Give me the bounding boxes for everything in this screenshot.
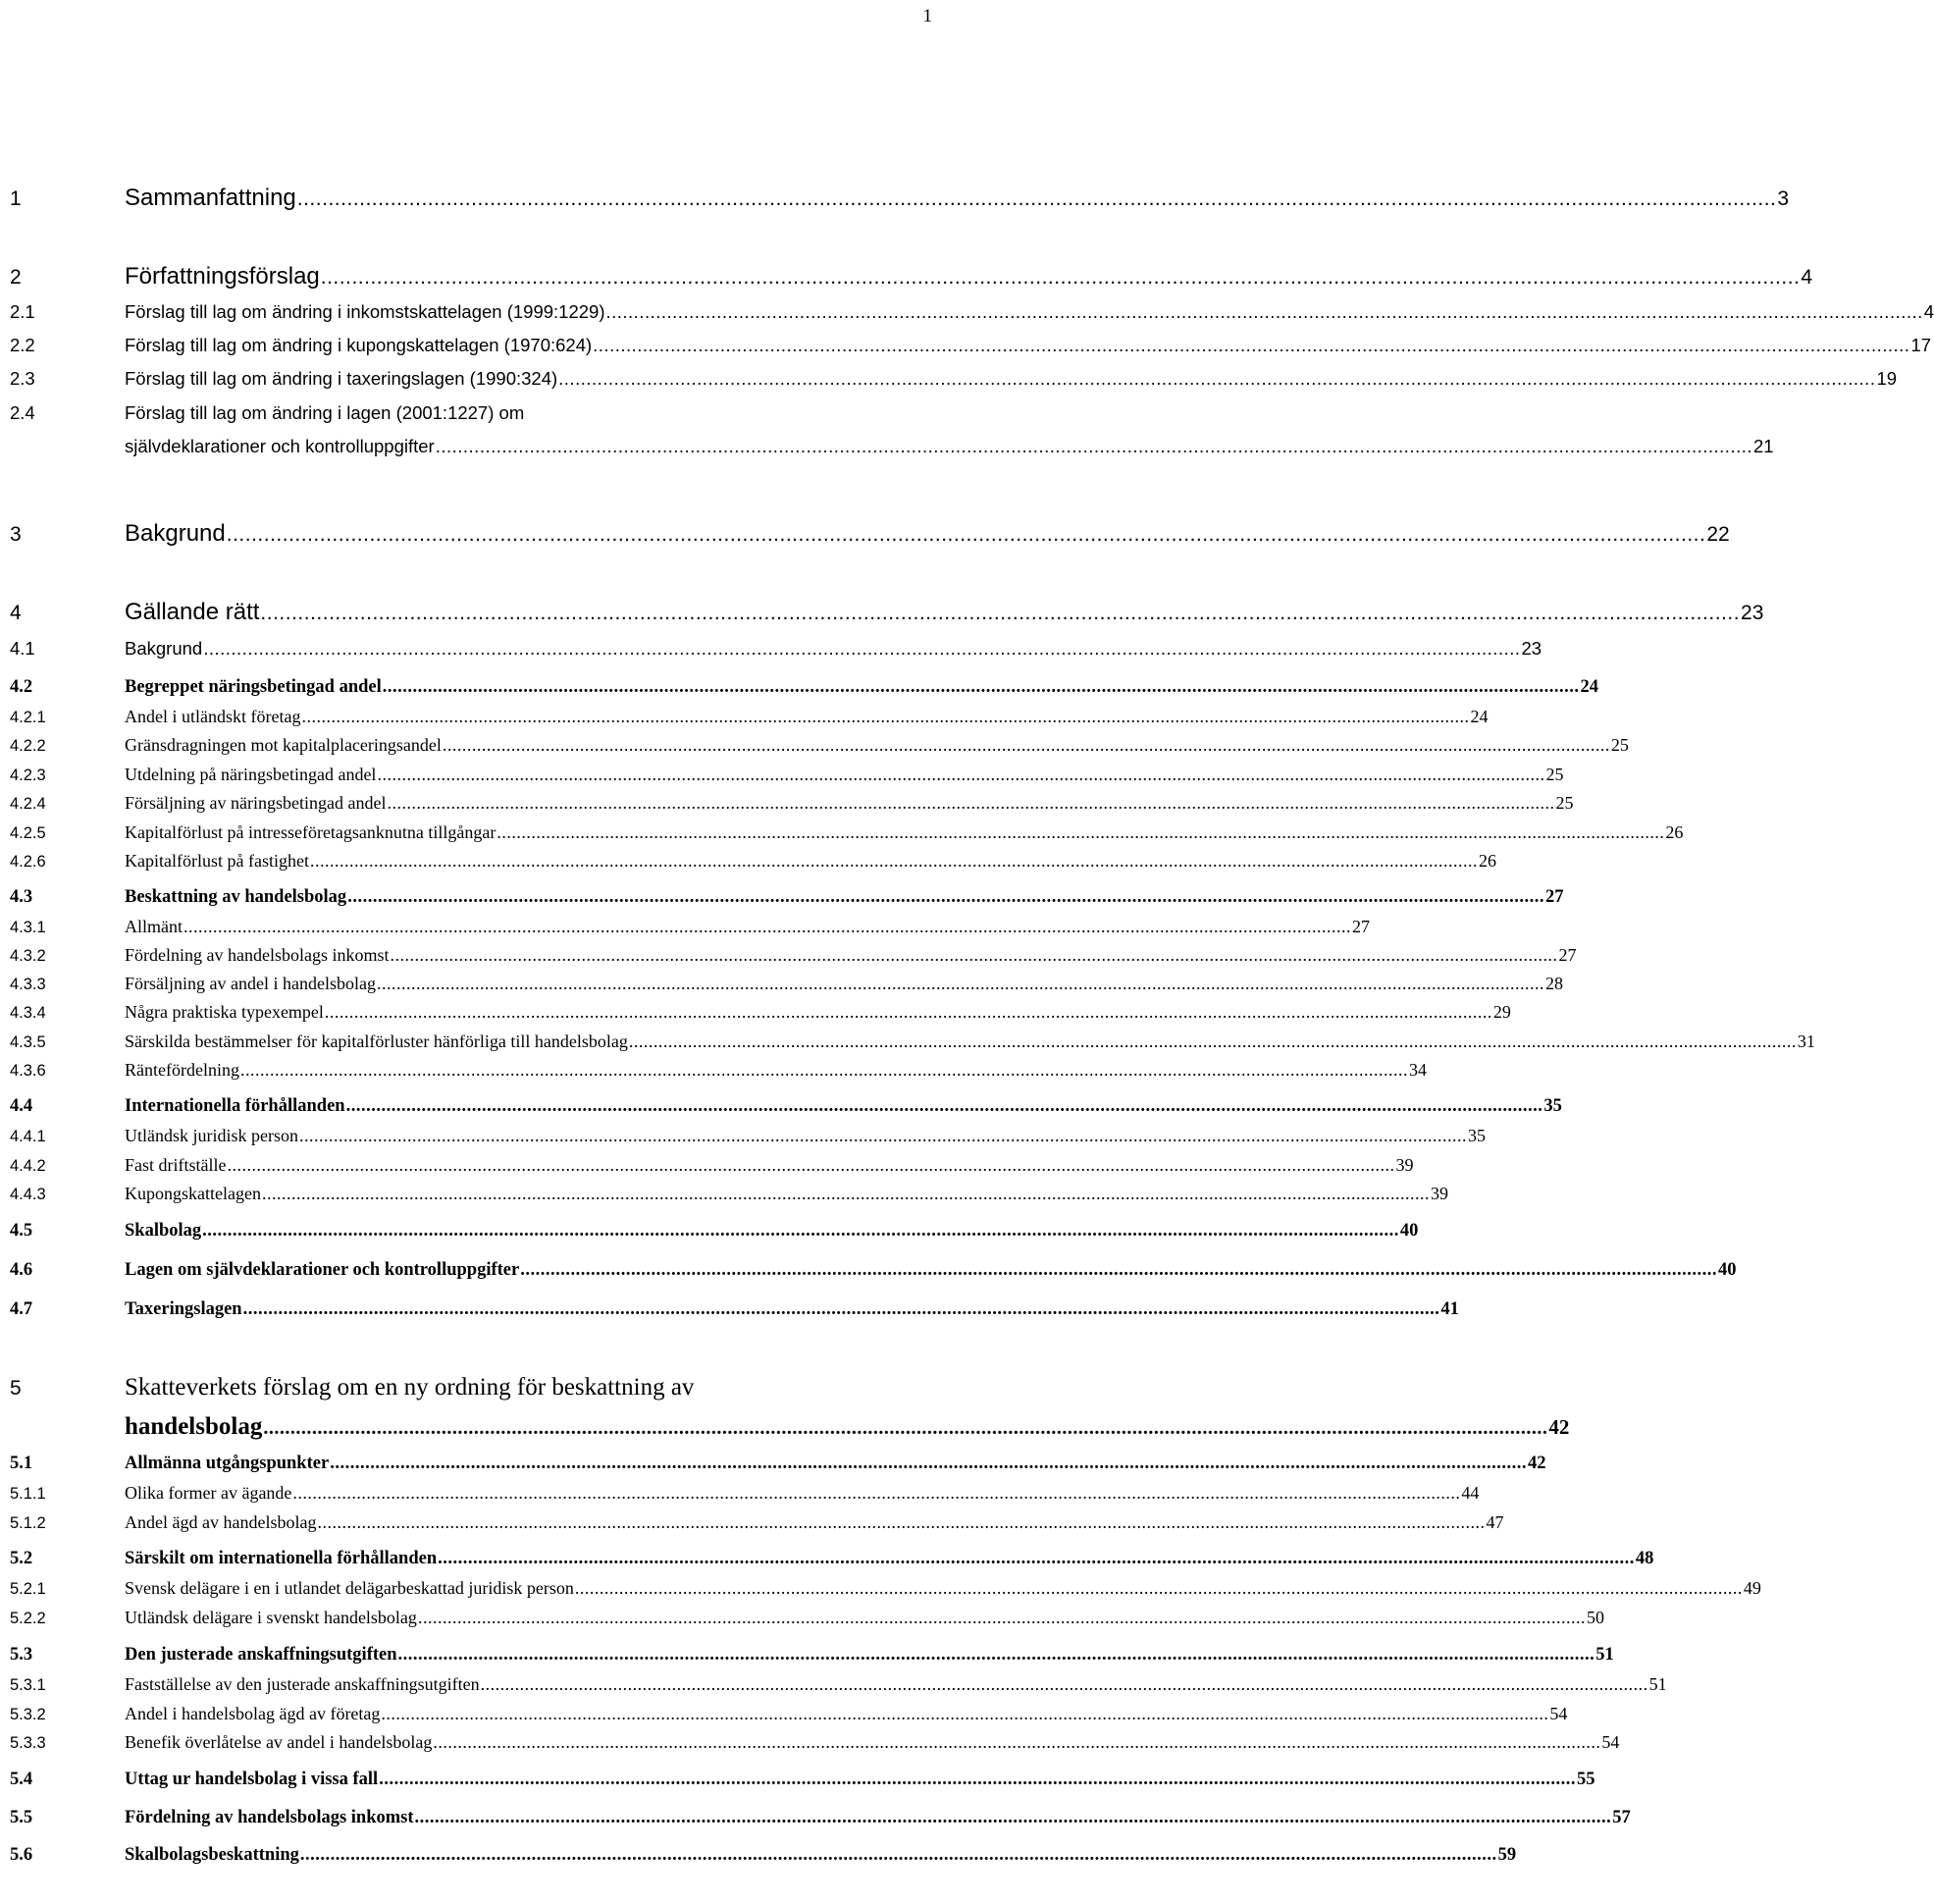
toc-leader-dots: [301, 707, 1469, 727]
page-number: 1: [922, 6, 932, 26]
toc-leader-dots: [243, 1299, 1440, 1320]
toc-title: Utdelning på näringsbetingad andel: [125, 765, 377, 784]
toc-page: 42: [1527, 1454, 1546, 1473]
toc-number: 4.2: [10, 677, 33, 697]
toc-leader-dots: [438, 1549, 1635, 1569]
toc-number: 4.3.1: [10, 919, 46, 936]
toc-number: 4.2.4: [10, 795, 46, 813]
toc-title: Förslag till lag om ändring i kupongskattelagen (1970:624): [125, 335, 593, 355]
toc-page: 17: [1910, 335, 1932, 355]
toc-page: 25: [1610, 735, 1629, 755]
toc-leader-dots: [575, 1578, 1743, 1599]
toc-page: 22: [1706, 523, 1730, 546]
toc-title: Internationella förhållanden: [125, 1096, 345, 1116]
toc-title-line2: självdeklarationer och kontrolluppgifter: [125, 436, 435, 456]
toc-leader-dots: [520, 1260, 1717, 1281]
toc-leader-dots: [325, 1002, 1492, 1023]
toc-title: Fastställelse av den justerade anskaffningsutgiften: [125, 1674, 480, 1694]
toc-page: 51: [1648, 1674, 1667, 1694]
toc-leader-dots: [203, 638, 1520, 660]
toc-page: 49: [1743, 1578, 1761, 1598]
toc-number: 4.4.3: [10, 1186, 46, 1203]
toc-leader-dots: [260, 602, 1740, 625]
toc-entry-5-3[interactable]: [10, 1645, 1614, 1666]
toc-leader-dots: [346, 1096, 1543, 1117]
toc-title: Särskilda bestämmelser för kapitalförluster hänförliga till handelsbolag: [125, 1031, 628, 1051]
toc-page: 34: [1408, 1060, 1427, 1080]
toc-leader-dots: [497, 822, 1664, 843]
toc-page: 28: [1544, 974, 1563, 993]
toc-entry-4-4[interactable]: [10, 1096, 1562, 1117]
toc-title: Förslag till lag om ändring i taxeringslagen (1990:324): [125, 368, 558, 389]
toc-number: 4.2.2: [10, 737, 46, 755]
toc-page: 21: [1753, 436, 1774, 456]
toc-number: 5.3.3: [10, 1734, 46, 1752]
toc-leader-dots: [300, 1845, 1497, 1866]
toc-title: Försäljning av näringsbetingad andel: [125, 793, 387, 813]
toc-page: 40: [1717, 1260, 1737, 1280]
toc-title: Särskilt om internationella förhållanden: [125, 1549, 438, 1568]
toc-page: 42: [1548, 1415, 1570, 1439]
toc-number: 1: [10, 187, 22, 210]
toc-page: 48: [1635, 1549, 1654, 1568]
toc-entry-4-3-4[interactable]: [10, 1002, 1511, 1023]
toc-entry-4-3-3[interactable]: [10, 974, 1563, 994]
toc-number: 4.6: [10, 1260, 33, 1280]
toc-entry-4-4-2[interactable]: [10, 1155, 1414, 1176]
toc-entry-3[interactable]: [10, 520, 1730, 548]
toc-page: 24: [1470, 707, 1489, 726]
toc-leader-dots: [433, 1732, 1600, 1753]
toc-leader-dots: [443, 735, 1610, 756]
toc-entry-5-2-1[interactable]: [10, 1578, 1761, 1599]
toc-title: Sammanfattning: [125, 185, 296, 211]
toc-number: 4.4.2: [10, 1157, 46, 1175]
toc-leader-dots: [263, 1417, 1547, 1440]
toc-entry-4-3-2[interactable]: [10, 945, 1577, 966]
toc-page: 59: [1497, 1845, 1517, 1865]
toc-title: Andel i handelsbolag ägd av företag: [125, 1704, 381, 1723]
toc-leader-dots: [183, 917, 1351, 937]
toc-title: Svensk delägare i en i utlandet delägarbeskattad juridisk person: [125, 1578, 574, 1598]
toc-leader-dots: [310, 851, 1478, 872]
toc-title: Andel ägd av handelsbolag: [125, 1512, 317, 1532]
toc-entry-5-continued[interactable]: [125, 1413, 1570, 1441]
toc-leader-dots: [383, 677, 1580, 698]
toc-page: 23: [1741, 602, 1764, 624]
toc-title: Beskattning av handelsbolag: [125, 887, 347, 907]
toc-page: 40: [1399, 1221, 1419, 1241]
toc-title: Kapitalförlust på fastighet: [125, 851, 309, 871]
toc-entry-2[interactable]: [10, 263, 1813, 291]
toc-page: 25: [1555, 793, 1574, 813]
toc-number: 4.3.4: [10, 1004, 46, 1022]
toc-number: 2: [10, 266, 22, 289]
toc-title-line1: Skatteverkets förslag om en ny ordning för beskattning av: [125, 1374, 695, 1401]
toc-entry-5-1-2[interactable]: [10, 1512, 1504, 1533]
toc-leader-dots: [593, 335, 1909, 356]
toc-number: 5.2.2: [10, 1610, 46, 1627]
toc-title: Skalbolagsbeskattning: [125, 1845, 299, 1865]
toc-page: 50: [1586, 1608, 1604, 1627]
toc-entry-4-5[interactable]: [10, 1221, 1419, 1242]
toc-leader-dots: [297, 187, 1777, 211]
toc-number: 5.1: [10, 1454, 33, 1473]
toc-number: 5: [10, 1377, 22, 1400]
toc-entry-5-5[interactable]: [10, 1808, 1631, 1828]
toc-leader-dots: [390, 945, 1557, 966]
toc-entry-5-3-1[interactable]: [10, 1674, 1667, 1695]
toc-number: 3: [10, 523, 22, 546]
toc-leader-dots: [379, 1770, 1576, 1790]
toc-number: 4.3.6: [10, 1062, 46, 1080]
toc-title: Benefik överlåtelse av andel i handelsbolag: [125, 1732, 433, 1752]
toc-title: Kapitalförlust på intresseföretagsanknutna tillgångar: [125, 822, 497, 842]
toc-title: Allmänt: [125, 917, 183, 936]
toc-number: 5.3.2: [10, 1706, 46, 1723]
toc-entry-4-3-5[interactable]: [10, 1031, 1815, 1052]
toc-leader-dots: [347, 887, 1544, 908]
toc-entry-4-3-1[interactable]: [10, 917, 1370, 937]
toc-number: 4.4.1: [10, 1128, 46, 1145]
toc-title: Bakgrund: [125, 520, 226, 547]
toc-leader-dots: [292, 1483, 1460, 1504]
toc-number: 4.2.1: [10, 709, 46, 726]
toc-title: Kupongskattelagen: [125, 1184, 261, 1203]
toc-leader-dots: [240, 1060, 1408, 1081]
toc-number: 5.4: [10, 1770, 33, 1789]
toc-title: Gällande rätt: [125, 599, 260, 625]
toc-page: 25: [1545, 765, 1564, 784]
toc-number: 4.3.2: [10, 947, 46, 965]
toc-entry-4-3[interactable]: [10, 887, 1564, 908]
toc-page: 51: [1595, 1645, 1614, 1665]
toc-number: 2.4: [10, 402, 35, 423]
toc-leader-dots: [377, 974, 1544, 994]
toc-entry-2-4-continued[interactable]: [125, 436, 1774, 457]
toc-title: Uttag ur handelsbolag i vissa fall: [125, 1770, 379, 1789]
toc-leader-dots: [605, 301, 1922, 323]
toc-leader-dots: [629, 1031, 1797, 1052]
toc-number: 4.2.3: [10, 767, 46, 784]
toc-leader-dots: [227, 1155, 1394, 1176]
toc-page: 31: [1797, 1031, 1815, 1051]
toc-page: 3: [1777, 187, 1790, 210]
toc-title: Författningsförslag: [125, 263, 320, 290]
toc-entry-4-2[interactable]: [10, 677, 1599, 698]
toc-number: 5.6: [10, 1845, 33, 1865]
toc-number: 2.2: [10, 335, 35, 355]
toc-page: 27: [1558, 945, 1577, 965]
toc-entry-5-1[interactable]: [10, 1454, 1546, 1474]
toc-title-line1: Förslag till lag om ändring i lagen (2001:1227) om: [125, 402, 525, 423]
toc-leader-dots: [321, 266, 1801, 290]
toc-page: 41: [1440, 1299, 1459, 1319]
toc-title: Andel i utländskt företag: [125, 707, 301, 726]
toc-number: 5.2.1: [10, 1580, 46, 1598]
toc-page: 23: [1521, 638, 1542, 659]
toc-number: 2.1: [10, 301, 35, 322]
toc-entry-4-1[interactable]: [10, 638, 1542, 660]
toc-page: 4: [1923, 301, 1934, 322]
toc-page: 19: [1876, 368, 1898, 389]
toc-number: 4.4: [10, 1096, 33, 1116]
toc-page: 24: [1580, 677, 1599, 697]
toc-number: 4.5: [10, 1221, 33, 1241]
toc-number: 5.3: [10, 1645, 33, 1665]
toc-entry-4-3-6[interactable]: [10, 1060, 1427, 1081]
toc-page: 54: [1549, 1704, 1568, 1723]
toc-title: Fördelning av handelsbolags inkomst: [125, 1808, 414, 1827]
toc-leader-dots: [415, 1808, 1612, 1828]
toc-number: 5.2: [10, 1549, 33, 1568]
toc-page: 35: [1468, 1126, 1486, 1145]
toc-leader-dots: [299, 1126, 1467, 1146]
toc-entry-4-2-4[interactable]: [10, 793, 1574, 814]
toc-leader-dots: [227, 523, 1706, 547]
toc-title: Begreppet näringsbetingad andel: [125, 677, 382, 697]
toc-entry-4-2-6[interactable]: [10, 851, 1496, 872]
toc-leader-dots: [398, 1645, 1595, 1666]
toc-entry-5-2-2[interactable]: [10, 1608, 1604, 1628]
toc-number: 5.1.1: [10, 1485, 46, 1503]
toc-number: 4: [10, 602, 22, 624]
toc-leader-dots: [262, 1184, 1430, 1204]
toc-entry-2-2[interactable]: [10, 335, 1932, 356]
toc-title: Taxeringslagen: [125, 1299, 242, 1319]
toc-entry-4-2-1[interactable]: [10, 707, 1489, 727]
toc-entry-5[interactable]: [10, 1374, 936, 1402]
toc-entry-5-2[interactable]: [10, 1549, 1654, 1569]
toc-title: Förslag till lag om ändring i inkomstskattelagen (1999:1229): [125, 301, 605, 322]
toc-title: Några praktiska typexempel: [125, 1002, 324, 1022]
toc-number: 4.3.5: [10, 1033, 46, 1051]
toc-title: Utländsk delägare i svenskt handelsbolag: [125, 1608, 417, 1627]
toc-number: 4.2.5: [10, 824, 46, 842]
toc-title: Skalbolag: [125, 1221, 202, 1241]
toc-leader-dots: [418, 1608, 1586, 1628]
toc-title: Allmänna utgångspunkter: [125, 1454, 330, 1473]
toc-entry-4-6[interactable]: [10, 1260, 1737, 1281]
toc-number: 5.5: [10, 1808, 33, 1827]
toc-leader-dots: [436, 436, 1752, 457]
toc-page: 27: [1544, 887, 1564, 907]
toc-title: Olika former av ägande: [125, 1483, 292, 1503]
toc-entry-4-4-3[interactable]: [10, 1184, 1448, 1204]
toc-entry-4[interactable]: [10, 599, 1764, 626]
toc-number: 4.3: [10, 887, 33, 907]
toc-entry-2-3[interactable]: [10, 368, 1898, 390]
toc-entry-5-4[interactable]: [10, 1770, 1595, 1790]
toc-title: Räntefördelning: [125, 1060, 239, 1080]
toc-leader-dots: [317, 1512, 1485, 1533]
toc-entry-2-4[interactable]: [10, 402, 936, 424]
toc-title: Fördelning av handelsbolags inkomst: [125, 945, 390, 965]
toc-leader-dots: [381, 1704, 1548, 1724]
toc-title: Försäljning av andel i handelsbolag: [125, 974, 376, 993]
toc-entry-4-4-1[interactable]: [10, 1126, 1486, 1146]
toc-title: Lagen om självdeklarationer och kontrolluppgifter: [125, 1260, 520, 1280]
toc-number: 4.1: [10, 638, 35, 659]
toc-title: Utländsk juridisk person: [125, 1126, 298, 1145]
toc-leader-dots: [387, 793, 1554, 814]
toc-page: 54: [1601, 1732, 1620, 1752]
toc-page: 55: [1576, 1770, 1595, 1789]
toc-entry-1[interactable]: [10, 185, 1790, 212]
toc-entry-5-3-2[interactable]: [10, 1704, 1568, 1724]
toc-page: 27: [1352, 917, 1370, 936]
toc-number: 5.1.2: [10, 1514, 46, 1532]
toc-page: 29: [1492, 1002, 1511, 1022]
toc-page: 47: [1486, 1512, 1504, 1532]
toc-number: 4.3.3: [10, 976, 46, 993]
toc-number: 5.3.1: [10, 1676, 46, 1694]
toc-title: Bakgrund: [125, 638, 203, 659]
toc-leader-dots: [202, 1221, 1399, 1242]
toc-entry-5-3-3[interactable]: [10, 1732, 1620, 1753]
toc-page: 39: [1395, 1155, 1414, 1175]
toc-entry-4-2-3[interactable]: [10, 765, 1564, 785]
toc-page: 44: [1461, 1483, 1480, 1503]
toc-number: 4.7: [10, 1299, 33, 1319]
toc-leader-dots: [481, 1674, 1648, 1695]
toc-leader-dots: [377, 765, 1544, 785]
toc-entry-5-1-1[interactable]: [10, 1483, 1480, 1504]
toc-entry-4-7[interactable]: [10, 1299, 1459, 1320]
toc-page: 4: [1801, 266, 1813, 289]
toc-title-line2: handelsbolag: [125, 1413, 263, 1440]
toc-leader-dots: [558, 368, 1875, 390]
toc-page: 39: [1430, 1184, 1448, 1203]
toc-entry-4-2-5[interactable]: [10, 822, 1684, 843]
toc-page: 26: [1478, 851, 1496, 871]
toc-page: 26: [1665, 822, 1684, 842]
toc-leader-dots: [330, 1454, 1527, 1474]
toc-page: 35: [1543, 1096, 1562, 1116]
toc-entry-4-2-2[interactable]: [10, 735, 1629, 756]
toc-title: Fast driftställe: [125, 1155, 227, 1175]
toc-number: 2.3: [10, 368, 35, 389]
toc-entry-2-1[interactable]: [10, 301, 1934, 323]
toc-title: Gränsdragningen mot kapitalplaceringsandel: [125, 735, 442, 755]
toc-page: 57: [1612, 1808, 1631, 1827]
toc-title: Den justerade anskaffningsutgiften: [125, 1645, 397, 1665]
toc-entry-5-6[interactable]: [10, 1845, 1517, 1866]
toc-number: 4.2.6: [10, 853, 46, 871]
